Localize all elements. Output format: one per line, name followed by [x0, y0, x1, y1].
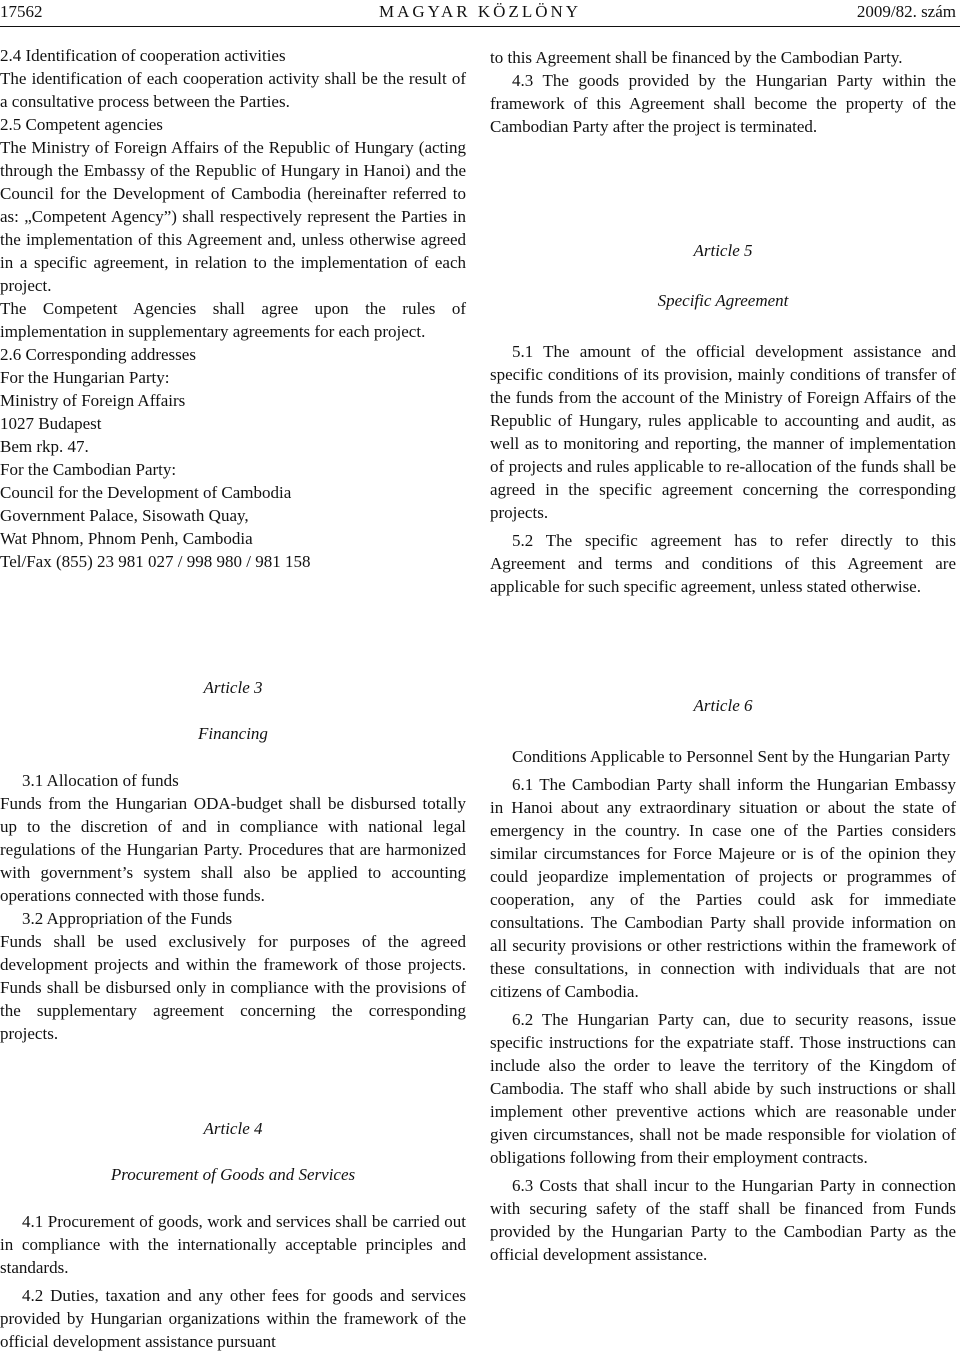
paragraph: 4.1 Procurement of goods, work and services shall be carried out in compliance with the internationally acceptable principles and standards.	[0, 1212, 466, 1277]
article-4-number: Article 4	[203, 1119, 263, 1138]
address-line: For the Hungarian Party:	[0, 368, 170, 387]
paragraph: The identification of each cooperation activity shall be the result of a consultative process between the Parties.	[0, 69, 466, 111]
article-3-number: Article 3	[203, 678, 263, 697]
article-6-title: Conditions Applicable to Personnel Sent by the Hungarian Party	[512, 747, 951, 766]
journal-title: MAGYAR KÖZLÖNY	[378, 2, 582, 21]
address-line: Ministry of Foreign Affairs	[0, 391, 186, 410]
section-heading: 3.2 Appropriation of the Funds	[22, 909, 233, 928]
section-heading: 2.5 Competent agencies	[0, 115, 163, 134]
article-3-title: Financing	[198, 724, 268, 743]
header-rule	[0, 26, 960, 27]
address-line: 1027 Budapest	[0, 414, 102, 433]
right-column-top	[490, 46, 956, 138]
article-6-number: Article 6	[693, 696, 753, 715]
address-line: Wat Phnom, Phnom Penh, Cambodia	[0, 529, 253, 548]
article-4-title: Procurement of Goods and Services	[110, 1165, 356, 1184]
paragraph: The Competent Agencies shall agree upon the rules of implementation in supplementary agreements for each project.	[0, 299, 466, 341]
article-4-body	[0, 1210, 466, 1353]
article-5-body	[490, 340, 956, 598]
paragraph: 5.1 The amount of the official development assistance and specific conditions of its provision, mainly conditions of transfer of the funds from the account of the Ministry of Foreign Affairs of the Republic of Hungary, rules applicable to accounting and audit, as well as to monitoring and reporting, the manner of implementation of projects and rules applicable to re-allocation of the funds shall be agreed in the specific agreement concerning the corresponding projects.	[490, 342, 956, 522]
article-5-title: Specific Agreement	[657, 291, 789, 310]
section-heading: 2.6 Corresponding addresses	[0, 345, 196, 364]
address-line: Government Palace, Sisowath Quay,	[0, 506, 249, 525]
issue-number: 2009/82. szám	[856, 2, 956, 21]
address-line: For the Cambodian Party:	[0, 460, 177, 479]
article-3-body	[0, 769, 466, 1045]
article-5-number: Article 5	[693, 241, 753, 260]
page-number: 17562	[0, 2, 43, 21]
section-heading: 2.4 Identification of cooperation activities	[0, 46, 286, 65]
paragraph: Funds shall be used exclusively for purposes of the agreed development projects and within the framework of those projects. Funds shall be disbursed only in compliance with the provisions of the supplementary agreement concerning the corresponding projects.	[0, 932, 466, 1043]
address-line: Bem rkp. 47.	[0, 437, 89, 456]
paragraph: to this Agreement shall be financed by the Cambodian Party.	[490, 48, 903, 67]
paragraph: 5.2 The specific agreement has to refer directly to this Agreement and terms and conditions of this Agreement are applicable for such specific agreement, unless stated otherwise.	[490, 531, 956, 596]
paragraph: 6.1 The Cambodian Party shall inform the Hungarian Embassy in Hanoi about any extraordinary situation or about the state of emergency in the country. In case one of the Parties considers similar circumstances for Force Majeure or is of the opinion they could jeopardize implementation of projects or programmes of cooperation, any of the Parties could ask for immediate consultations. The Cambodian Party shall provide information on all security provisions or other restrictions within the framework of these consultations, in connection with individuals that are not citizens of Cambodia.	[490, 775, 956, 1001]
section-heading: 3.1 Allocation of funds	[22, 771, 179, 790]
address-line: Tel/Fax (855) 23 981 027 / 998 980 / 981 158	[0, 552, 311, 571]
paragraph: 4.2 Duties, taxation and any other fees for goods and services provided by Hungarian organizations within the framework of the official development assistance pursuant	[0, 1286, 466, 1351]
address-line: Council for the Development of Cambodia	[0, 483, 292, 502]
left-column-top	[0, 44, 466, 573]
article-6-body	[490, 745, 956, 1266]
page-header	[0, 0, 960, 26]
paragraph: Funds from the Hungarian ODA-budget shall be disbursed totally up to the discretion of and in compliance with national legal regulations of the Hungarian Party. Procedures that are harmonized with government’s system shall also be applied to accounting operations connected with those funds.	[0, 794, 466, 905]
paragraph: 6.3 Costs that shall incur to the Hungarian Party in connection with securing safety of the staff shall be financed from Funds provided by the Hungarian Party to the Cambodian Party as the official development assistance.	[490, 1176, 956, 1264]
paragraph: The Ministry of Foreign Affairs of the Republic of Hungary (acting through the Embassy of the Republic of Hungary in Hanoi) and the Council for the Development of Cambodia (hereinafter referred to as: „Competent Agency”) shall respectively represent the Parties in the implementation of this Agreement and, unless otherwise agreed in a specific agreement, in relation to the implementation of each project.	[0, 138, 466, 295]
paragraph: 4.3 The goods provided by the Hungarian Party within the framework of this Agreement shall become the property of the Cambodian Party after the project is terminated.	[490, 71, 956, 136]
paragraph: 6.2 The Hungarian Party can, due to security reasons, issue specific instructions for the expatriate staff. Those instructions can include also the order to leave the territory of the Kingdom of Cambodia. The staff who shall abide by such instructions or shall implement other preventive actions which are reasonable under given circumstances, shall not be made responsible for violation of obligations following from their employment contracts.	[490, 1010, 956, 1167]
